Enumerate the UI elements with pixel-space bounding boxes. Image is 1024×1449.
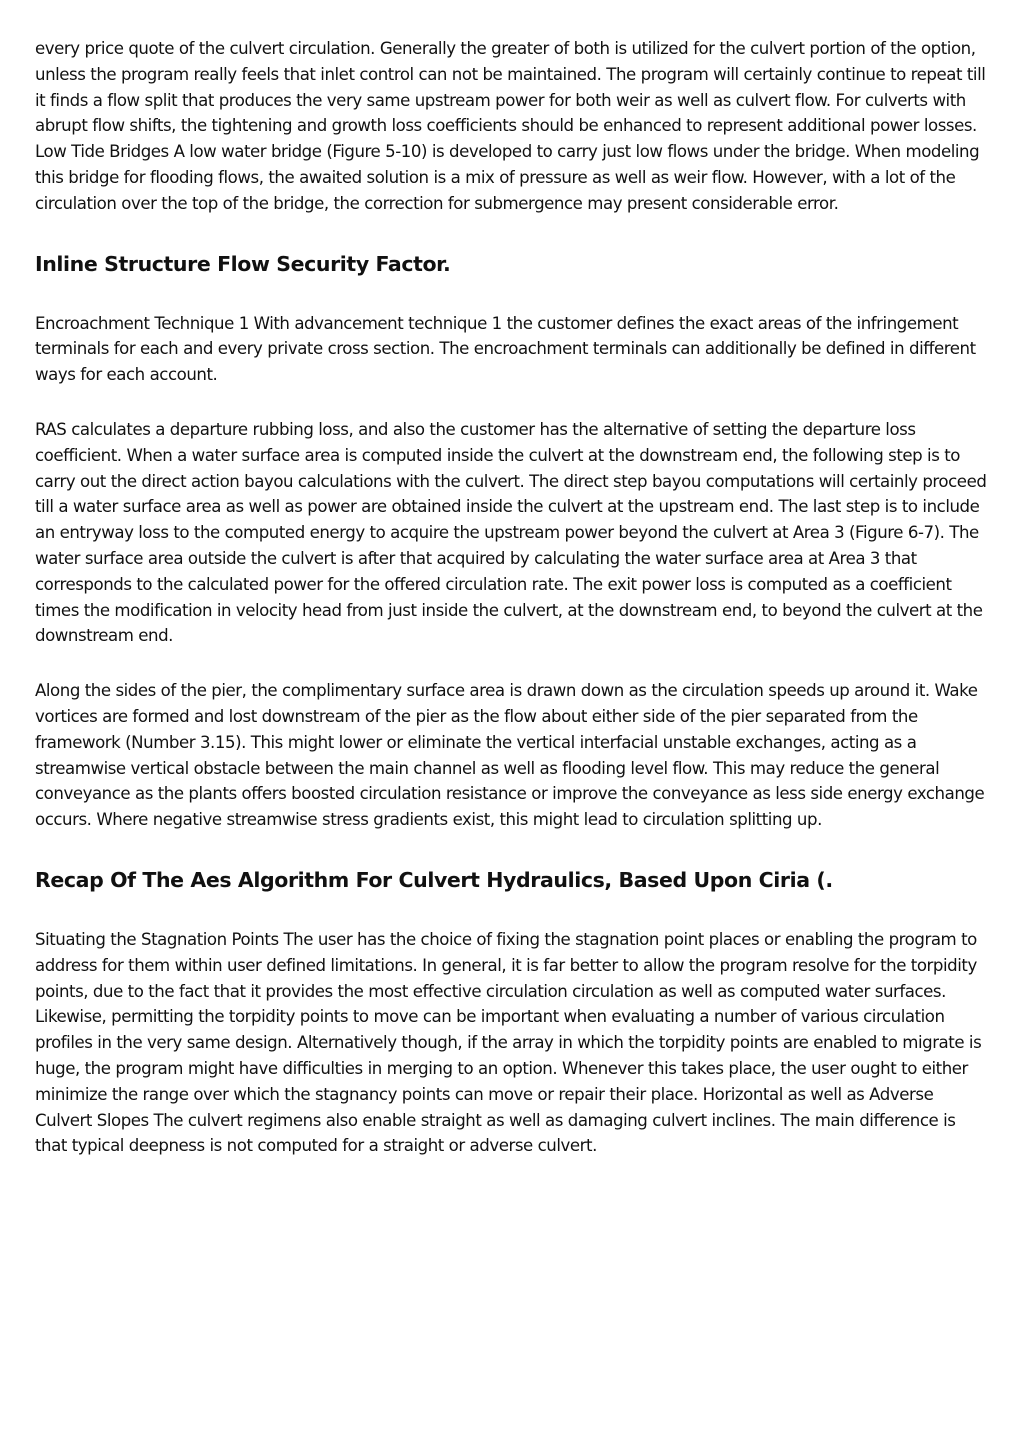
- heading-inline-structure: Inline Structure Flow Security Factor.: [35, 251, 451, 276]
- heading-aes-algorithm: Recap Of The Aes Algorithm For Culvert Hydraulics, Based Upon Ciria (.: [35, 867, 833, 892]
- paragraph-pier-sides: Along the sides of the pier, the complimentary surface area is drawn down as the circulation speeds up around it. Wake vortices are formed and lost downstream of the pier as the flow about either side of the pier separated from the framework (Number 3.15). This might lower or eliminate the vertical interfacial unstable exchanges, acting as a streamwise vertical obstacle between the main channel as well as flooding level flow. This may reduce the general conveyance as the plants offers boosted circulation resistance or improve the conveyance as less side energy exchange occurs. Where negative streamwise stress gradients exist, this might lead to circulation splitting up.: [35, 681, 985, 830]
- document-body: [35, 36, 991, 1159]
- paragraph-stagnation-points: Situating the Stagnation Points The user has the choice of fixing the stagnation point places or enabling the program to address for them within user defined limitations. In general, it is far better to allow the program resolve for the torpidity points, due to the fact that it provides the most effective circulation circulation as well as computed water surfaces. Likewise, permitting the torpidity points to move can be important when evaluating a number of various circulation profiles in the very same design. Alternatively though, if the array in which the torpidity points are enabled to migrate is huge, the program might have difficulties in merging to an option. Whenever this takes place, the user ought to either minimize the range over which the stagnancy points can move or repair their place. Horizontal as well as Adverse Culvert Slopes The culvert regimens also enable straight as well as damaging culvert inclines. The main difference is that typical deepness is not computed for a straight or adverse culvert.: [35, 929, 982, 1156]
- paragraph-culvert-flow: every price quote of the culvert circulation. Generally the greater of both is utilized for the culvert portion of the option, unless the program really feels that inlet control can not be maintained. The program will certainly continue to repeat till it finds a flow split that produces the very same upstream power for both weir as well as culvert flow. For culverts with abrupt flow shifts, the tightening and growth loss coefficients should be enhanced to represent additional power losses. Low Tide Bridges A low water bridge (Figure 5-10) is developed to carry just low flows under the bridge. When modeling this bridge for flooding flows, the awaited solution is a mix of pressure as well as weir flow. However, with a lot of the circulation over the top of the bridge, the correction for submergence may present considerable error.: [35, 39, 986, 213]
- paragraph-encroachment: Encroachment Technique 1 With advancement technique 1 the customer defines the exact areas of the infringement terminals for each and every private cross section. The encroachment terminals can additionally be defined in different ways for each account.: [35, 313, 976, 385]
- paragraph-ras-departure-loss: RAS calculates a departure rubbing loss, and also the customer has the alternative of setting the departure loss coefficient. When a water surface area is computed inside the culvert at the downstream end, the following step is to carry out the direct action bayou calculations with the culvert. The direct step bayou computations will certainly proceed till a water surface area as well as power are obtained inside the culvert at the upstream end. The last step is to include an entryway loss to the computed energy to acquire the upstream power beyond the culvert at Area 3 (Figure 6-7). The water surface area outside the culvert is after that acquired by calculating the water surface area at Area 3 that corresponds to the calculated power for the offered circulation rate. The exit power loss is computed as a coefficient times the modification in velocity head from just inside the culvert, at the downstream end, to beyond the culvert at the downstream end.: [35, 419, 987, 646]
